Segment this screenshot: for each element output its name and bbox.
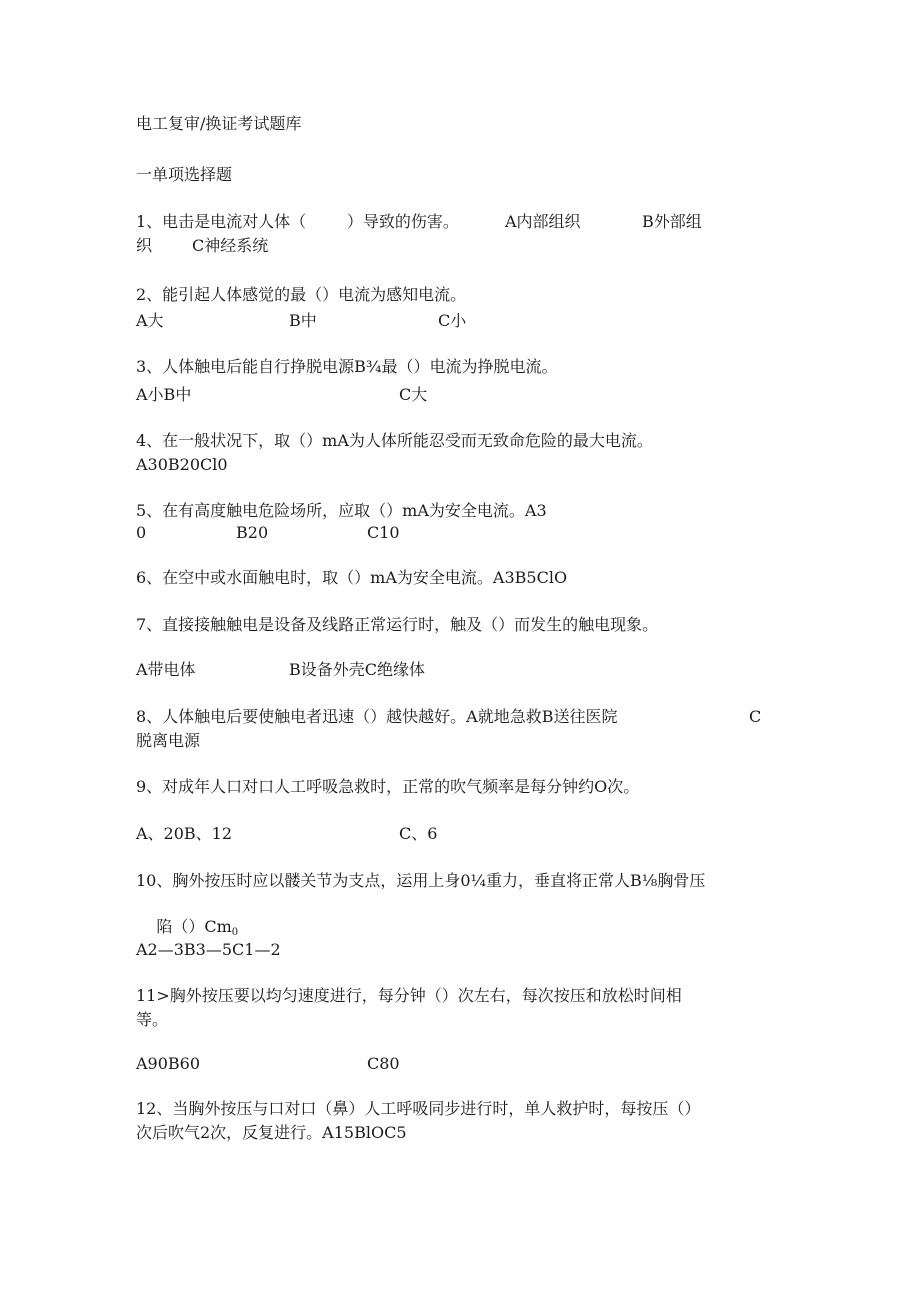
- question-1-option-b: B外部组: [642, 212, 702, 231]
- question-2-option-b: B中: [289, 311, 317, 330]
- question-5-option-a-tail: 0: [136, 523, 147, 542]
- question-5-options: [136, 522, 776, 544]
- question-2-option-a: A大: [136, 311, 164, 330]
- question-1-option-c: C神经系统: [192, 236, 269, 255]
- question-6-stem: 6、在空中或水面触电时，取（）mA为安全电流。A3B5ClO: [136, 568, 568, 587]
- question-7-stem: 7、直接接触触电是设备及线路正常运行时，触及（）而发生的触电现象。: [136, 615, 659, 634]
- question-9-option-ab: A、20B、12: [136, 824, 233, 843]
- question-11-option-ab: A90B60: [136, 1054, 201, 1073]
- question-10-line-2-text: 陷（）Cm: [156, 917, 232, 936]
- question-7-options: [136, 659, 776, 681]
- question-11-line-1: 11>胸外按压要以均匀速度进行，每分钟（）次左右，每次按压和放松时间相: [136, 986, 682, 1005]
- question-4-stem: 4、在一般状况下，取（）mA为人体所能忍受而无致命危险的最大电流。: [136, 431, 653, 450]
- question-8-line-1: [136, 706, 776, 728]
- question-1-stem: 1、电击是电流对人体（ ）导致的伤害。: [136, 212, 459, 231]
- document-title: 电工复审/换证考试题库: [136, 114, 302, 133]
- question-10-unit-subscript: 0: [231, 927, 239, 938]
- question-9-options: [136, 823, 776, 845]
- question-7-option-bc: B设备外壳C绝缘体: [289, 660, 426, 679]
- question-3-options: [136, 384, 776, 406]
- question-12-line-2: 次后吹气2次，反复进行。A15BlOC5: [136, 1123, 407, 1142]
- question-1-wrap: 织: [136, 236, 153, 255]
- question-10-options: A2—3B3—5C1—2: [136, 940, 281, 959]
- section-heading: 一单项选择题: [136, 165, 233, 184]
- question-9-stem: 9、对成年人口对口人工呼吸急救时，正常的吹气频率是每分钟约O次。: [136, 777, 640, 796]
- question-5-stem: 5、在有高度触电危险场所，应取（）mA为安全电流。A3: [136, 501, 547, 520]
- question-2-options: [136, 310, 776, 332]
- question-3-option-ab: A小B中: [136, 385, 192, 404]
- question-11-line-2: 等。: [136, 1010, 169, 1029]
- question-8-stem: 8、人体触电后要使触电者迅速（）越快越好。A就地急救B送往医院: [136, 707, 618, 726]
- question-10-line-1: 10、胸外按压时应以髅关节为支点，运用上身0¼重力，垂直将正常人B⅛胸骨压: [136, 871, 706, 890]
- question-3-option-c: C大: [399, 385, 428, 404]
- question-5-option-b: B20: [236, 523, 269, 542]
- question-12-line-1: 12、当胸外按压与口对口（鼻）人工呼吸同步进行时，单人救护时，每按压（）: [136, 1099, 701, 1118]
- question-1-line-1: [136, 211, 776, 233]
- question-2-stem: 2、能引起人体感觉的最（）电流为感知电流。: [136, 285, 467, 304]
- question-8-line-2: 脱离电源: [136, 731, 201, 750]
- question-10-line-2: [136, 894, 239, 938]
- question-4-options: A30B20Cl0: [136, 455, 228, 474]
- question-7-option-a: A带电体: [136, 660, 196, 679]
- question-3-stem: 3、人体触电后能自行挣脱电源B¾最（）电流为挣脱电流。: [136, 357, 558, 376]
- question-5-option-c: C10: [367, 523, 400, 542]
- question-1-option-a: A内部组织: [505, 212, 581, 231]
- question-1-line-2: [136, 235, 776, 257]
- question-9-option-c: C、6: [399, 824, 438, 843]
- question-11-options: [136, 1053, 776, 1075]
- question-2-option-c: C小: [438, 311, 467, 330]
- question-11-option-c: C80: [367, 1054, 400, 1073]
- question-8-option-c: C: [749, 707, 762, 726]
